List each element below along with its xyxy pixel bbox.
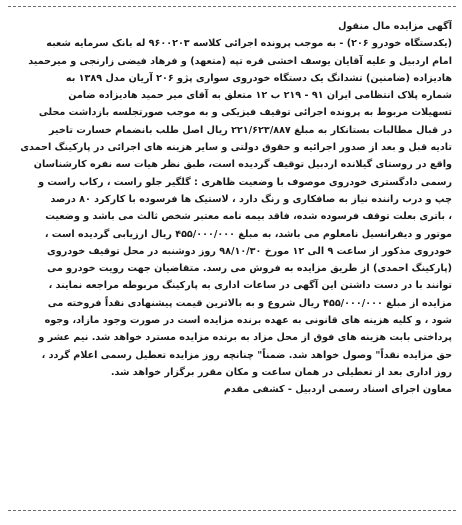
advert-title: آگهی مزایده مال منقول xyxy=(338,21,452,32)
advert-line: خودروی مذکور از ساعت ۹ الی ۱۲ مورخ ۹۸/۱۰/۳۰ روز دوشنبه در محل توقیف خودروی xyxy=(46,245,452,257)
advert-line: پرداختی بابت هزینه های فوق از محل مزاد به برنده مزایده مسترد خواهد شد. نیم عشر و xyxy=(38,332,452,344)
advert-signature: معاون اجرای اسناد رسمی اردبیل - کشفی مقدم xyxy=(223,384,452,396)
advert-line: شود ، و کلیه هزینه های قانونی به عهده برنده مزایده است در صورت وجود مازاد، وجوه xyxy=(44,315,452,327)
advert-line: در قبال مطالبات بستانکار به مبلغ ۲۲۱/۶۲۳/۸۸۷ ریال اصل طلب بانضمام خسارت تاخیر xyxy=(48,124,452,136)
advert-line: روز اداری بعد از تعطیلی در همان ساعت و مکان مقرر برگزار خواهد شد. xyxy=(110,366,452,378)
advert-line: چپ و درب راننده نیاز به صافکاری و رنگ دارد ، لاستیک ها فرسوده با کارکرد ۸۰ درصد xyxy=(50,193,452,205)
advert-line: واقع در روستای گیلانده اردبیل توقیف گردیده است، طبق نظر هیات سه نفره کارشناسان xyxy=(33,159,452,171)
advert-line: (پارکینگ احمدی) از طریق مزایده به فروش می رسد. متقاضیان جهت رویت خودرو می xyxy=(47,263,452,275)
advert-line: (یکدستگاه خودرو ۲۰۶) - به موجب پرونده اجرائی کلاسه ۹۶۰۰۲۰۳ له بانک سرمایه شعبه xyxy=(46,38,452,50)
advert-line: هادیزاده (ضامنین) تشدانگ یک دستگاه خودروی سواری پژو ۲۰۶ آریان مدل ۱۳۸۹ به xyxy=(65,72,452,84)
advert-line: توانند با در دست داشتن این آگهی در ساعات اداری به پارکینگ مربوطه مراجعه نمایند ، xyxy=(48,280,452,292)
advert-line: تسهیلات مربوط به پرونده اجرائی توقیف فیزیکی و به موجب صورتجلسه بازداشت محلی xyxy=(38,107,452,119)
advert-line: حق مزایده نقداً" وصول خواهد شد. ضمناً" چنانچه روز مزایده تعطیل رسمی اعلام گردد ، xyxy=(41,349,452,361)
auction-advertisement xyxy=(10,18,452,399)
advert-line: شماره پلاک انتظامی ایران ۹۱ - ۲۱۹ ب ۱۲ متعلق به آقای میر حمید هادیزاده ضامن xyxy=(68,90,452,102)
advert-line: ، باتری بعلت توقف فرسوده شده، فاقد بیمه نامه معتبر شخص ثالث می باشد و وضعیت xyxy=(45,211,452,223)
advert-line: موتور و دیفرانسیل نامعلوم می باشد، به مبلغ ۴۵۵/۰۰۰/۰۰۰ ریال ارزیابی گردیده است ، xyxy=(44,228,452,240)
advert-line: تادیه قبل و بعد از صدور اجرائیه و حقوق دولتی و سایر هزینه های اجرائی در پارکینگ احمدی xyxy=(20,142,452,154)
advert-line: امام اردبیل و علیه آقایان یوسف اخشی قره تپه (متعهد) و فرهاد فیضی زارنجی و میرحمید xyxy=(28,55,452,67)
top-dashed-divider xyxy=(8,6,456,7)
advert-line: مزایده از مبلغ ۴۵۵/۰۰۰/۰۰۰ ریال شروع و به بالاترین قیمت پیشنهادی نقداً فروخته می xyxy=(47,297,452,309)
advert-line: رسمی دادگستری خودروی موصوف با وضعیت ظاهری : گلگیر جلو راست ، رکاب راست و xyxy=(38,176,452,188)
bottom-dashed-divider xyxy=(8,510,456,511)
